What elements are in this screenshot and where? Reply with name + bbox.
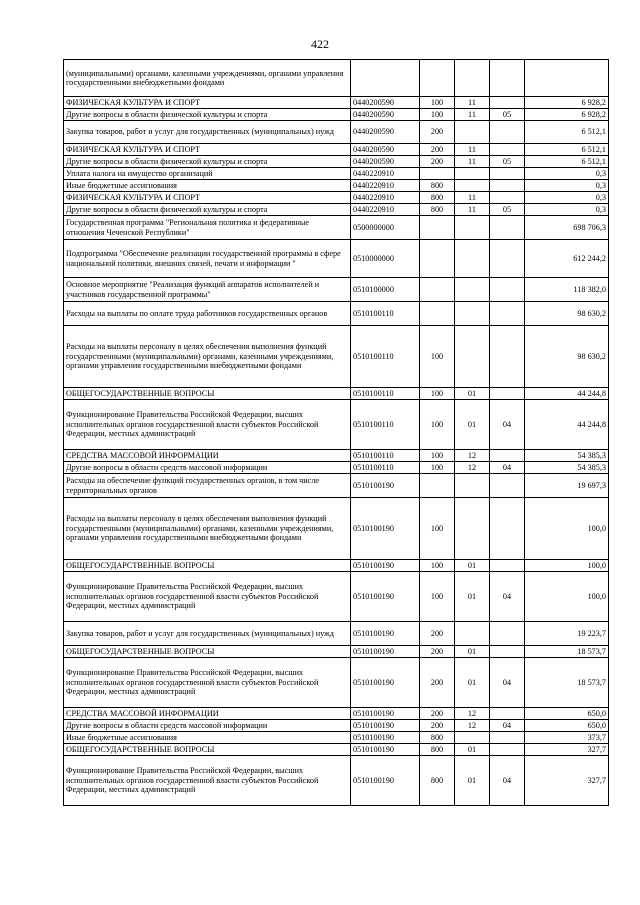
row-section: 01 [455, 572, 490, 622]
row-subsection [490, 302, 525, 326]
row-amount: 19 697,3 [525, 474, 609, 498]
row-name: Функционирование Правительства Российской Федерации, высших исполнительных органов государственной власти субъектов Российской Федерации, местных администраций [64, 572, 351, 622]
row-subsection [490, 732, 525, 744]
row-subsection [490, 744, 525, 756]
row-amount: 0,3 [525, 192, 609, 204]
row-name: Функционирование Правительства Российской Федерации, высших исполнительных органов государственной власти субъектов Российской Федерации, местных администраций [64, 756, 351, 806]
row-expense-type: 200 [420, 622, 455, 646]
row-name: ОБЩЕГОСУДАРСТВЕННЫЕ ВОПРОСЫ [64, 744, 351, 756]
row-subsection: 04 [490, 658, 525, 708]
row-expense-type [420, 302, 455, 326]
row-subsection [490, 622, 525, 646]
table-row [64, 192, 609, 204]
row-target-article: 0440220910 [351, 180, 420, 192]
table-row [64, 450, 609, 462]
table-row [64, 622, 609, 646]
row-name: Иные бюджетные ассигнования [64, 732, 351, 744]
table-row [64, 168, 609, 180]
row-name: ФИЗИЧЕСКАЯ КУЛЬТУРА И СПОРТ [64, 144, 351, 156]
row-section [455, 474, 490, 498]
row-name: Функционирование Правительства Российской Федерации, высших исполнительных органов государственной власти субъектов Российской Федерации, местных администраций [64, 658, 351, 708]
table-row [64, 302, 609, 326]
row-target-article: 0510100190 [351, 658, 420, 708]
row-section [455, 498, 490, 560]
row-expense-type: 200 [420, 156, 455, 168]
row-target-article: 0440220910 [351, 168, 420, 180]
row-name: Другие вопросы в области средств массовой информации [64, 462, 351, 474]
table-row [64, 204, 609, 216]
row-amount: 98 630,2 [525, 302, 609, 326]
row-expense-type: 100 [420, 388, 455, 400]
row-amount: 44 244,8 [525, 388, 609, 400]
table-row [64, 474, 609, 498]
row-section [455, 121, 490, 144]
row-amount [525, 60, 609, 97]
row-section: 12 [455, 462, 490, 474]
row-subsection: 04 [490, 572, 525, 622]
table-row [64, 756, 609, 806]
row-amount: 6 928,2 [525, 97, 609, 109]
row-target-article: 0510100190 [351, 720, 420, 732]
table-row [64, 156, 609, 168]
row-expense-type [420, 278, 455, 302]
table-row [64, 60, 609, 97]
row-section: 11 [455, 97, 490, 109]
row-expense-type: 200 [420, 121, 455, 144]
row-amount: 100,0 [525, 498, 609, 560]
row-name: (муниципальными) органами, казенными учреждениями, органами управления государственными внебюджетными фондами [64, 60, 351, 97]
row-amount: 650,0 [525, 708, 609, 720]
row-expense-type: 100 [420, 450, 455, 462]
row-section: 11 [455, 144, 490, 156]
row-name: Другие вопросы в области физической культуры и спорта [64, 156, 351, 168]
table-row [64, 658, 609, 708]
row-amount: 612 244,2 [525, 240, 609, 278]
row-name: ОБЩЕГОСУДАРСТВЕННЫЕ ВОПРОСЫ [64, 388, 351, 400]
row-subsection [490, 121, 525, 144]
row-expense-type: 200 [420, 144, 455, 156]
table-row [64, 97, 609, 109]
row-subsection: 05 [490, 109, 525, 121]
row-expense-type: 200 [420, 720, 455, 732]
row-amount: 118 382,0 [525, 278, 609, 302]
row-section: 01 [455, 756, 490, 806]
row-target-article: 0440220910 [351, 204, 420, 216]
row-name: Расходы на выплаты персоналу в целях обеспечения выполнения функций государственными (муниципальными) органами, казенными учреждениями, органами управления государственными внебюджетными фондами [64, 498, 351, 560]
table-row [64, 560, 609, 572]
row-target-article: 0510100190 [351, 744, 420, 756]
row-expense-type: 100 [420, 560, 455, 572]
row-section [455, 216, 490, 240]
row-amount: 19 223,7 [525, 622, 609, 646]
row-subsection [490, 708, 525, 720]
row-name: Подпрограмма "Обеспечение реализации государственной программы в сфере национальной политики, внешних связей, печати и информации " [64, 240, 351, 278]
row-expense-type: 800 [420, 192, 455, 204]
row-name: Закупка товаров, работ и услуг для государственных (муниципальных) нужд [64, 121, 351, 144]
row-subsection [490, 216, 525, 240]
row-name: Закупка товаров, работ и услуг для государственных (муниципальных) нужд [64, 622, 351, 646]
row-target-article: 0510100110 [351, 400, 420, 450]
table-row [64, 144, 609, 156]
row-subsection [490, 388, 525, 400]
row-target-article: 0510100190 [351, 622, 420, 646]
row-target-article: 0510100190 [351, 756, 420, 806]
row-section [455, 302, 490, 326]
row-subsection [490, 144, 525, 156]
row-section [455, 278, 490, 302]
row-name: ФИЗИЧЕСКАЯ КУЛЬТУРА И СПОРТ [64, 192, 351, 204]
row-target-article: 0440200590 [351, 109, 420, 121]
row-target-article: 0510100190 [351, 560, 420, 572]
table-row [64, 720, 609, 732]
row-subsection [490, 278, 525, 302]
row-target-article: 0510100190 [351, 572, 420, 622]
row-target-article: 0510100110 [351, 326, 420, 388]
row-amount: 100,0 [525, 572, 609, 622]
row-name: ОБЩЕГОСУДАРСТВЕННЫЕ ВОПРОСЫ [64, 646, 351, 658]
row-target-article: 0440220910 [351, 192, 420, 204]
row-expense-type: 800 [420, 744, 455, 756]
row-target-article: 0510100000 [351, 278, 420, 302]
table-row [64, 498, 609, 560]
row-expense-type [420, 240, 455, 278]
row-amount: 18 573,7 [525, 658, 609, 708]
row-section: 11 [455, 109, 490, 121]
row-subsection [490, 646, 525, 658]
row-subsection [490, 240, 525, 278]
row-section: 12 [455, 720, 490, 732]
row-amount: 44 244,8 [525, 400, 609, 450]
row-name: СРЕДСТВА МАССОВОЙ ИНФОРМАЦИИ [64, 708, 351, 720]
row-amount: 373,7 [525, 732, 609, 744]
row-subsection [490, 450, 525, 462]
row-target-article: 0440200590 [351, 144, 420, 156]
row-expense-type: 100 [420, 400, 455, 450]
row-name: ФИЗИЧЕСКАЯ КУЛЬТУРА И СПОРТ [64, 97, 351, 109]
row-expense-type: 100 [420, 97, 455, 109]
table-row [64, 278, 609, 302]
row-subsection [490, 60, 525, 97]
table-row [64, 109, 609, 121]
row-target-article: 0440200590 [351, 121, 420, 144]
row-section [455, 326, 490, 388]
budget-table-body [64, 60, 609, 806]
row-amount: 54 385,3 [525, 450, 609, 462]
row-subsection [490, 192, 525, 204]
row-expense-type: 200 [420, 708, 455, 720]
row-name: Другие вопросы в области средств массовой информации [64, 720, 351, 732]
row-expense-type: 800 [420, 756, 455, 806]
budget-table [63, 59, 609, 806]
table-row [64, 326, 609, 388]
row-name: Основное мероприятие "Реализация функций аппаратов исполнителей и участников государственной программы" [64, 278, 351, 302]
row-amount: 6 928,2 [525, 109, 609, 121]
row-expense-type: 200 [420, 646, 455, 658]
table-row [64, 388, 609, 400]
row-section [455, 168, 490, 180]
row-target-article: 0510100110 [351, 462, 420, 474]
row-amount: 18 573,7 [525, 646, 609, 658]
row-target-article: 0500000000 [351, 216, 420, 240]
table-row [64, 180, 609, 192]
table-row [64, 744, 609, 756]
row-section: 11 [455, 204, 490, 216]
table-row [64, 462, 609, 474]
row-target-article: 0440200590 [351, 156, 420, 168]
row-section: 01 [455, 388, 490, 400]
row-section [455, 240, 490, 278]
row-name: Иные бюджетные ассигнования [64, 180, 351, 192]
row-section: 01 [455, 658, 490, 708]
row-name: Расходы на обеспечение функций государственных органов, в том числе территориальных органов [64, 474, 351, 498]
row-expense-type: 100 [420, 572, 455, 622]
row-expense-type: 200 [420, 658, 455, 708]
row-expense-type: 100 [420, 498, 455, 560]
page-number: 422 [311, 37, 329, 51]
row-expense-type: 800 [420, 204, 455, 216]
row-expense-type [420, 60, 455, 97]
row-subsection [490, 180, 525, 192]
row-name: Уплата налога на имущество организаций [64, 168, 351, 180]
row-target-article: 0510100110 [351, 388, 420, 400]
row-name: ОБЩЕГОСУДАРСТВЕННЫЕ ВОПРОСЫ [64, 560, 351, 572]
row-subsection [490, 168, 525, 180]
row-expense-type: 100 [420, 462, 455, 474]
table-row [64, 572, 609, 622]
row-subsection: 05 [490, 204, 525, 216]
row-subsection [490, 498, 525, 560]
row-expense-type: 100 [420, 109, 455, 121]
row-name: Другие вопросы в области физической культуры и спорта [64, 204, 351, 216]
row-target-article: 0510100190 [351, 474, 420, 498]
row-amount: 6 512,1 [525, 121, 609, 144]
row-section [455, 180, 490, 192]
row-expense-type: 100 [420, 326, 455, 388]
row-amount: 698 706,3 [525, 216, 609, 240]
table-row [64, 646, 609, 658]
row-subsection: 05 [490, 156, 525, 168]
row-subsection: 04 [490, 400, 525, 450]
table-row [64, 708, 609, 720]
row-name: Другие вопросы в области физической культуры и спорта [64, 109, 351, 121]
row-subsection [490, 560, 525, 572]
row-expense-type: 800 [420, 732, 455, 744]
row-target-article: 0510100190 [351, 732, 420, 744]
row-target-article: 0510100110 [351, 302, 420, 326]
row-amount: 0,3 [525, 204, 609, 216]
row-section: 01 [455, 560, 490, 572]
row-amount: 6 512,1 [525, 144, 609, 156]
row-name: СРЕДСТВА МАССОВОЙ ИНФОРМАЦИИ [64, 450, 351, 462]
row-section [455, 622, 490, 646]
row-section [455, 732, 490, 744]
row-amount: 98 630,2 [525, 326, 609, 388]
row-target-article: 0510000000 [351, 240, 420, 278]
row-subsection [490, 474, 525, 498]
row-section: 11 [455, 192, 490, 204]
row-amount: 327,7 [525, 744, 609, 756]
row-section: 11 [455, 156, 490, 168]
row-amount: 54 385,3 [525, 462, 609, 474]
row-amount: 6 512,1 [525, 156, 609, 168]
row-amount: 650,0 [525, 720, 609, 732]
row-target-article: 0510100190 [351, 498, 420, 560]
row-expense-type [420, 168, 455, 180]
table-row [64, 732, 609, 744]
row-section: 12 [455, 450, 490, 462]
row-expense-type [420, 474, 455, 498]
row-subsection [490, 97, 525, 109]
row-amount: 327,7 [525, 756, 609, 806]
table-row [64, 400, 609, 450]
row-section: 01 [455, 744, 490, 756]
row-amount: 0,3 [525, 168, 609, 180]
row-target-article: 0510100110 [351, 450, 420, 462]
row-amount: 100,0 [525, 560, 609, 572]
row-expense-type [420, 216, 455, 240]
row-amount: 0,3 [525, 180, 609, 192]
row-target-article: 0510100190 [351, 708, 420, 720]
row-subsection [490, 326, 525, 388]
row-expense-type: 800 [420, 180, 455, 192]
row-name: Государственная программа "Региональная политика и федеративные отношения Чеченской Республики" [64, 216, 351, 240]
row-subsection: 04 [490, 462, 525, 474]
row-section: 01 [455, 400, 490, 450]
row-name: Расходы на выплаты персоналу в целях обеспечения выполнения функций государственными (муниципальными) органами, казенными учреждениями, органами управления государственными внебюджетными фондами [64, 326, 351, 388]
row-target-article [351, 60, 420, 97]
row-name: Функционирование Правительства Российской Федерации, высших исполнительных органов государственной власти субъектов Российской Федерации, местных администраций [64, 400, 351, 450]
row-section: 01 [455, 646, 490, 658]
row-section [455, 60, 490, 97]
row-subsection: 04 [490, 756, 525, 806]
row-subsection: 04 [490, 720, 525, 732]
row-section: 12 [455, 708, 490, 720]
row-target-article: 0510100190 [351, 646, 420, 658]
row-target-article: 0440200590 [351, 97, 420, 109]
row-name: Расходы на выплаты по оплате труда работников государственных органов [64, 302, 351, 326]
table-row [64, 216, 609, 240]
table-row [64, 121, 609, 144]
table-row [64, 240, 609, 278]
